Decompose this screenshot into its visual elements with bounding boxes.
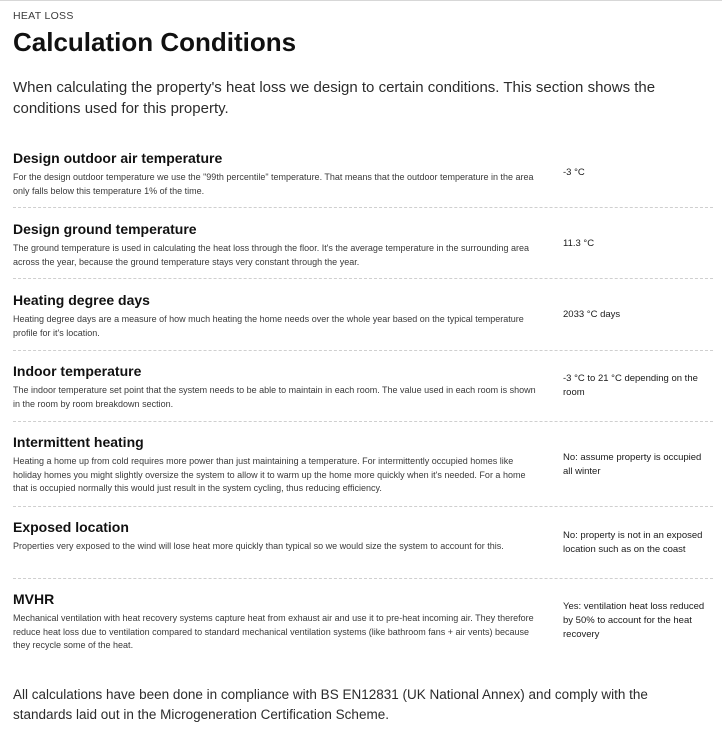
condition-description: For the design outdoor temperature we use the "99th percentile" temperature. That means that the outdoor temperature in the area only falls below this temperature 1% of the time. — [13, 172, 534, 196]
condition-description: Heating degree days are a measure of how much heating the home needs over the whole year based on the typical temperature profile for it's location. — [13, 314, 524, 338]
condition-value: -3 °C — [563, 167, 585, 178]
condition-name: Design outdoor air temperature — [13, 150, 223, 166]
condition-name: Indoor temperature — [13, 363, 142, 379]
condition-name: Intermittent heating — [13, 434, 144, 450]
condition-value: No: assume property is occupied all winter — [563, 452, 702, 477]
condition-row-design-outdoor-air-temperature — [13, 150, 713, 208]
condition-description: The indoor temperature set point that the system needs to be able to maintain in each room. The value used in each room is shown in the room by room breakdown section. — [13, 385, 536, 409]
condition-description: Heating a home up from cold requires more power than just maintaining a temperature. For intermittently occupied homes like holiday homes you might slightly oversize the system to allow it to warm up the home more quickly when it's needed. For a home that is occupied normally this would just result in the system cycling, thus reducing efficiency. — [13, 456, 526, 493]
condition-row-indoor-temperature — [13, 363, 713, 422]
condition-description: Mechanical ventilation with heat recovery systems capture heat from exhaust air and use it to pre-heat incoming air. They therefore reduce heat loss due to ventilation compared to standard mechanical ventilation systems (like bathroom fans + air vents) because they recycle some of the heat. — [13, 613, 534, 650]
condition-value: -3 °C to 21 °C depending on the room — [563, 373, 698, 398]
condition-name: Design ground temperature — [13, 221, 197, 237]
condition-value: 2033 °C days — [563, 309, 621, 320]
condition-name: Heating degree days — [13, 292, 150, 308]
condition-name: Exposed location — [13, 519, 129, 535]
top-divider — [0, 0, 722, 1]
intro-text: When calculating the property's heat loss we design to certain conditions. This section shows the conditions used for this property. — [13, 79, 656, 117]
condition-row-design-ground-temperature — [13, 221, 713, 279]
condition-description: The ground temperature is used in calculating the heat loss through the floor. It's the average temperature in the surrounding area across the year, because the ground temperature stays very constant through the year. — [13, 243, 530, 267]
condition-row-mvhr — [13, 591, 713, 657]
condition-description: Properties very exposed to the wind will lose heat more quickly than typical so we would size the system to account for this. — [13, 541, 504, 551]
condition-value: 11.3 °C — [563, 238, 595, 249]
section-eyebrow: HEAT LOSS — [13, 10, 74, 22]
condition-row-intermittent-heating — [13, 434, 713, 507]
condition-row-exposed-location — [13, 519, 713, 579]
condition-name: MVHR — [13, 591, 55, 607]
condition-value: Yes: ventilation heat loss reduced by 50% to account for the heat recovery — [563, 601, 705, 640]
condition-row-heating-degree-days — [13, 292, 713, 351]
compliance-note: All calculations have been done in compliance with BS EN12831 (UK National Annex) and comply with the standards laid out in the Microgeneration Certification Scheme. — [13, 687, 648, 722]
page-title: Calculation Conditions — [13, 27, 297, 57]
condition-value: No: property is not in an exposed location such as on the coast — [563, 530, 703, 555]
